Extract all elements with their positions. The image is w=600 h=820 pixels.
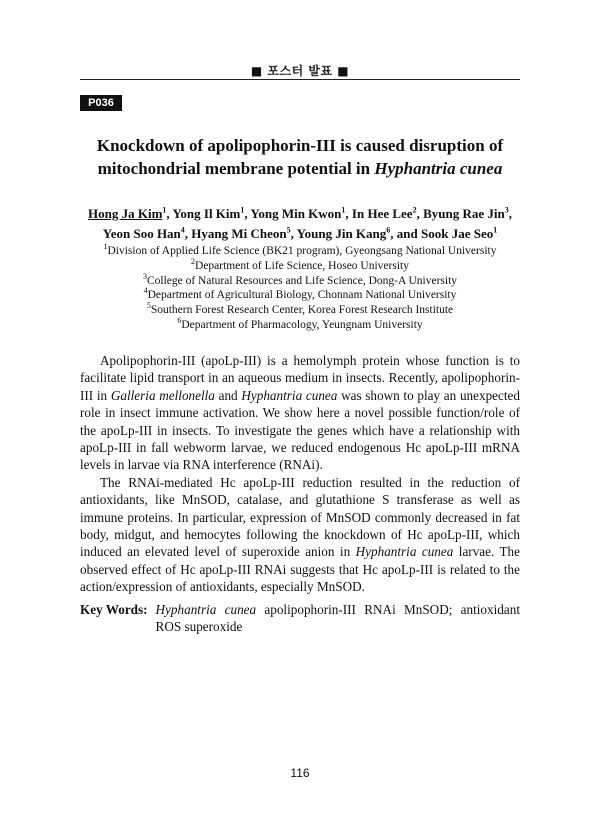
species-name: Hyphantria cunea bbox=[355, 544, 454, 560]
author-name: Yeon Soo Han bbox=[102, 226, 181, 241]
abstract-text: was shown to play an unexpected role in insect immune activation. We show here a novel possible function/role of the apoLp-III in insects. To investigate the genes which have a relationship with apoLp-III in fall webworm larvae, we reduced endogenous Hc apoLp-III mRNA levels in larvae via RNA interference (RNAi). bbox=[80, 387, 520, 473]
affiliation-mark: 3 bbox=[142, 271, 147, 281]
author-affiliation-mark: 2 bbox=[412, 205, 417, 215]
poster-id-badge: P036 bbox=[80, 95, 122, 111]
affiliation-text: College of Natural Resources and Life Science, Dong-A University bbox=[146, 274, 458, 287]
author-affiliation-mark: 1 bbox=[240, 205, 245, 215]
author-name: Hong Ja Kim bbox=[88, 206, 163, 221]
affiliation-text: Division of Applied Life Science (BK21 program), Gyeongsang National University bbox=[107, 245, 497, 257]
author-name: Young Jin Kang bbox=[296, 226, 387, 241]
keyword-list: apolipophorin-III RNAi MnSOD; antioxidant ROS superoxide bbox=[155, 602, 520, 635]
author-name: Hyang Mi Cheon bbox=[191, 226, 287, 241]
keywords-label: Key Words: bbox=[80, 602, 148, 617]
affiliation-mark: 4 bbox=[143, 286, 148, 296]
author-separator: , bbox=[345, 206, 352, 221]
title-line-2 bbox=[80, 157, 520, 180]
author-name: In Hee Lee bbox=[351, 206, 413, 221]
keywords-section bbox=[80, 601, 520, 636]
affiliation-item bbox=[80, 318, 520, 333]
author-affiliation-mark: 3 bbox=[504, 205, 509, 215]
author-separator: , bbox=[416, 206, 424, 221]
author-line-1 bbox=[80, 204, 520, 224]
author-separator: , bbox=[166, 206, 173, 221]
author-separator: , bbox=[184, 226, 192, 241]
author-affiliation-mark: 1 bbox=[341, 205, 346, 215]
author-name: Yong Il Kim bbox=[172, 206, 241, 221]
title-line-1: Knockdown of apolipophorin-III is caused disruption of bbox=[96, 136, 504, 155]
abstract-paragraph-1 bbox=[80, 352, 520, 474]
abstract bbox=[80, 352, 520, 596]
author-affiliation-mark: 5 bbox=[286, 225, 291, 235]
section-header: ■ 포스터 발표 ■ bbox=[250, 64, 350, 78]
abstract-text: and bbox=[214, 387, 242, 403]
affiliation-text: Department of Pharmacology, Yeungnam University bbox=[181, 318, 423, 331]
page-number: 116 bbox=[290, 766, 310, 780]
title-line-2-text: mitochondrial membrane potential in bbox=[97, 159, 375, 178]
species-name: Hyphantria cunea bbox=[241, 387, 338, 403]
author-separator: , bbox=[244, 206, 251, 221]
author-name: Yong Min Kwon bbox=[250, 206, 342, 221]
abstract-text: larvae. The observed effect of Hc apoLp-III RNAi suggests that Hc apoLp-III is related to the action/expression of antioxidants, especially MnSOD. bbox=[80, 544, 520, 595]
author-list bbox=[80, 204, 520, 244]
author-affiliation-mark: 4 bbox=[180, 225, 185, 235]
author-separator: , bbox=[508, 206, 512, 221]
author-affiliation-mark: 1 bbox=[493, 225, 498, 235]
keyword-species: Hyphantria cunea bbox=[155, 602, 257, 617]
affiliation-mark: 5 bbox=[146, 301, 151, 311]
header-divider bbox=[80, 79, 520, 80]
author-affiliation-mark: 6 bbox=[386, 225, 391, 235]
affiliation-mark: 2 bbox=[191, 256, 196, 266]
affiliation-item bbox=[80, 303, 520, 318]
affiliation-text: Department of Life Science, Hoseo University bbox=[195, 259, 409, 272]
abstract-paragraph-2 bbox=[80, 474, 520, 596]
affiliation-text: Southern Forest Research Center, Korea Forest Research Institute bbox=[150, 304, 454, 317]
affiliation-mark: 1 bbox=[103, 242, 108, 252]
author-name: Sook Jae Seo bbox=[420, 226, 494, 241]
author-line-2 bbox=[80, 224, 520, 244]
species-name: Galleria mellonella bbox=[110, 387, 215, 403]
affiliation-item bbox=[80, 244, 520, 259]
paper-title bbox=[80, 134, 520, 180]
affiliation-mark: 6 bbox=[177, 316, 182, 326]
affiliation-list bbox=[80, 244, 520, 333]
abstract-text: The RNAi-mediated Hc apoLp-III reduction resulted in the reduction of antioxidants, like MnSOD, catalase, and glutathione S transferase as well as immune proteins. In particular, expression of MnSOD commonly decreased in fat body, midgut, and hemocytes following the knockdown of Hc apoLp-III, which induced an elevated level of superoxide anion in bbox=[80, 474, 520, 560]
title-species: Hyphantria cunea bbox=[374, 159, 503, 178]
author-name: Byung Rae Jin bbox=[423, 206, 505, 221]
author-affiliation-mark: 1 bbox=[162, 205, 167, 215]
author-separator: , bbox=[290, 226, 297, 241]
affiliation-text: Department of Agricultural Biology, Chonnam National University bbox=[147, 289, 457, 302]
abstract-text: Apolipophorin-III (apoLp-III) is a hemolymph protein whose function is to facilitate lipid transport in an aqueous medium in insects. Recently, apolipophorin-III in bbox=[80, 353, 520, 403]
keywords-text bbox=[156, 601, 520, 636]
author-separator: , and bbox=[390, 226, 421, 241]
